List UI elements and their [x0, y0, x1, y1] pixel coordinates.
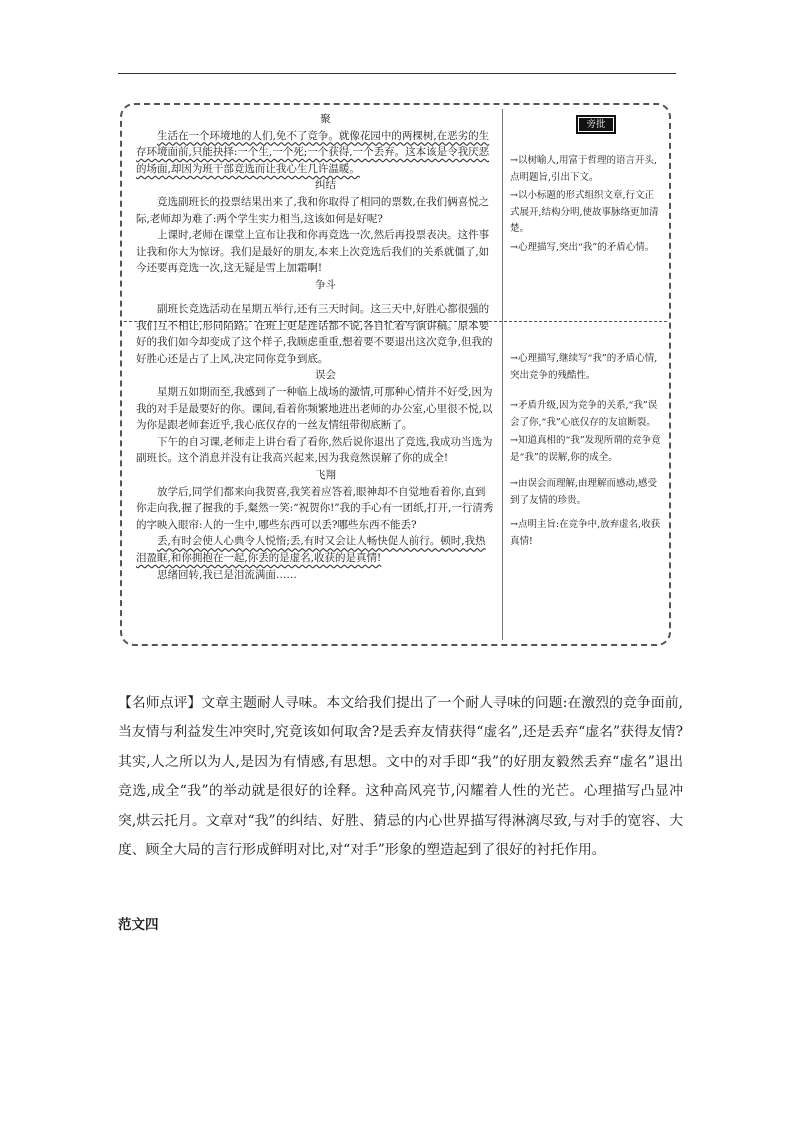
side-notes-label: 旁批 [576, 115, 616, 134]
side-note: →心理描写,继续写“我”的矛盾心情,突出竞争的残酷性。 [510, 353, 658, 381]
page-header-rule [118, 73, 676, 74]
teacher-commentary [118, 689, 683, 865]
section-heading: 纠结 [315, 179, 336, 192]
essay-paragraph: 星期五如期而至,我感到了一种临上战场的激情,可那种心情并不好受,因为我的对手是最要好的你。课间,看着你频繁地进出老师的办公室,心里很不悦,以为你是跟老师套近乎,我心底仅存的一丝友情纽带彻底断了。 [136, 385, 493, 432]
side-note: →点明主旨:在竞争中,放弃虚名,收获真情! [510, 519, 661, 547]
essay-paragraph: 上课时,老师在课堂上宣布让我和你再竞选一次,然后再投票表决。这件事让我和你大为惊讶。我们是最好的朋友,本来上次竞选后我们的关系就僵了,如今还要再竞选一次,这无疑是雪上加霜啊! [136, 229, 490, 275]
column-divider [502, 109, 503, 640]
essay-paragraph: 竞选副班长的投票结果出来了,我和你取得了相同的票数,在我们俩喜悦之际,老师却为难了:两个学生实力相当,这该如何是好呢? [136, 195, 490, 225]
side-notes-upper [510, 153, 662, 258]
essay-paragraph: 下午的自习课,老师走上讲台看了看你,然后说你退出了竞选,我成功当选为副班长。这个消息并没有让我高兴起来,因为我竟然误解了你的成全! [136, 435, 493, 465]
next-section-heading: 范文四 [118, 917, 159, 933]
scanned-essay-figure [120, 103, 671, 646]
essay-intro: 生活在一个环境地的人们,免不了竞争。就像花园中的两棵树,在恶劣的生存环境面前,只能抉择:一个生,一个死;一个获得,一个丢弃。这本该是令我厌恶的场面,却因为班干部竞选而让我心生几许温暖。 [136, 129, 490, 175]
section-heading: 误会 [315, 369, 336, 382]
commentary-label: 【名师点评】 [118, 695, 202, 711]
side-note: →以树喻人,用富于哲理的语言开头,点明题旨,引出下文。 [510, 155, 657, 183]
commentary-text: 文章主题耐人寻味。本文给我们提出了一个耐人寻味的问题:在激烈的竞争面前,当友情与利益发生冲突时,究竟该如何取舍?是丢弃友情获得“虚名”,还是丢弃“虚名”获得友情?其实,人之所以为人,是因为有情感,有思想。文中的对手即“我”的好朋友毅然丢弃“虚名”退出竞选,成全“我”的举动就是很好的诠释。这种高风亮节,闪耀着人性的光芒。心理描写凸显冲突,烘云托月。文章对“我”的纠结、好胜、猜忌的内心世界描写得淋漓尽致,与对手的宽容、大度、顾全大局的言行形成鲜明对比,对“对手”形象的塑造起到了很好的衬托作用。 [118, 695, 683, 859]
essay-paragraph: 思绪回转,我已是泪流满面…… [157, 568, 297, 581]
essay-title: 聚 [320, 113, 331, 125]
side-note: →以小标题的形式组织文章,行文正式展开,结构分明,使故事脉络更加清楚。 [510, 190, 659, 234]
essay-paragraph: 副班长竞选活动在星期五举行,还有三天时间。这三天中,好胜心都很强的我们互不相让,形同陌路。在班上更是连话都不说,各自忙着写演讲稿。原本要好的我们如今却变成了这个样子,我顾虑重重,想着要不要退出这次竞争,但我的好胜心还是占了上风,决定同你竞争到底。 [136, 303, 493, 365]
essay-upper-block [136, 111, 494, 294]
section-heading: 争斗 [315, 278, 336, 291]
side-note: →心理描写,突出“我”的矛盾心情。 [510, 241, 655, 253]
essay-lower-block [136, 301, 494, 583]
side-note: →由误会而理解,由理解而感动,感受到了友情的珍贵。 [510, 478, 657, 506]
section-heading: 飞翔 [315, 468, 336, 481]
side-note: →知道真相的“我”发现所谓的竞争竟是“我”的误解,你的成全。 [510, 435, 661, 463]
essay-paragraph: 丢,有时会使人心典令人悦惰;丢,有时又会让人畅快促人前行。顿时,我热泪盈眶,和你拥抱在一起,你丢的是虚名,收获的是真情! [136, 535, 486, 564]
essay-paragraph: 放学后,同学们都来向我贺喜,我笑着应答着,眼神却不自觉地看着你,直到你走向我,握了握我的手,粲然一笑:“祝贺你!”我的手心有一团纸,打开,一行清秀的字映入眼帘:人的一生中,哪些东西可以丢?哪些东西不能丢? [136, 485, 494, 531]
side-note: →矛盾升级,因为竞争的关系,“我”误会了你,“我”心底仅存的友谊断裂。 [510, 400, 658, 428]
side-notes-lower [510, 351, 662, 552]
